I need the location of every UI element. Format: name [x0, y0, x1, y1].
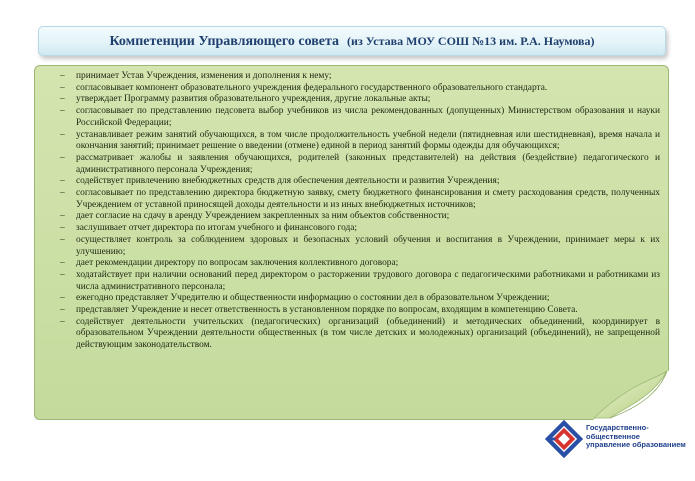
- list-item: [60, 153, 660, 176]
- list-item: [60, 293, 660, 305]
- list-item-text: дает рекомендации директору по вопросам заключения коллективного договора;: [76, 258, 399, 269]
- bullet-dash: –: [60, 316, 65, 327]
- list-item: [60, 94, 660, 106]
- list-item: [60, 188, 660, 211]
- bullet-dash: –: [60, 211, 65, 222]
- logo-caption-line-1: Государственно-общественное: [586, 423, 649, 441]
- list-item-text: ежегодно представляет Учредителю и общественности информацию о состоянии дел в образовательном Учреждении;: [76, 293, 550, 304]
- bullet-dash: –: [60, 188, 65, 199]
- bullet-dash: –: [60, 223, 65, 234]
- bullet-dash: –: [60, 129, 65, 140]
- list-item-text: утверждает Программу развития образовательного учреждения, другие локальные акты;: [76, 94, 431, 105]
- list-item: [60, 305, 660, 317]
- bullet-dash: –: [60, 176, 65, 187]
- list-item: [60, 258, 660, 270]
- bullet-dash: –: [60, 71, 65, 81]
- list-item-text: осуществляет контроль за соблюдением здоровых и безопасных условий обучения и воспитания в Учреждении, принимает меры к их улучшению;: [76, 234, 660, 257]
- list-item: [60, 235, 660, 258]
- list-item-text: содействует деятельности учительских (педагогических) организаций (объединений) и методических объединений, координирует в образовательном Учреждении деятельности общественных (в том числе детских и молодежных) организаций (объединений), не запрещенной действующим законодательством.: [76, 316, 660, 351]
- logo-caption: [586, 424, 690, 450]
- list-item: [60, 317, 660, 352]
- bullet-dash: –: [60, 106, 65, 117]
- list-item-text: устанавливает режим занятий обучающихся, в том числе продолжительность учебной недели (пятидневная или шестидневная), время начала и окончания занятий; принимает решение о введении (отмене) единой в период занятий формы одежды для обучающихся;: [76, 129, 660, 152]
- list-item-text: представляет Учреждение и несет ответственность в установленном порядке по вопросам, входящим в компетенцию Совета.: [76, 305, 578, 316]
- list-item: [60, 270, 660, 293]
- list-item-text: принимает Устав Учреждения, изменения и дополнения к нему;: [76, 71, 332, 81]
- bullet-dash: –: [60, 293, 65, 304]
- list-item-text: заслушивает отчет директора по итогам учебного и финансового года;: [76, 223, 358, 234]
- bullet-dash: –: [60, 234, 65, 245]
- list-item-text: дает согласие на сдачу в аренду Учреждением закрепленных за ним объектов собственности;: [76, 211, 450, 222]
- bullet-dash: –: [60, 94, 65, 105]
- bullet-dash: –: [60, 305, 65, 316]
- list-item: [60, 211, 660, 223]
- list-item: [60, 176, 660, 188]
- state-public-administration-logo-icon: [545, 420, 583, 458]
- list-item-text: рассматривает жалобы и заявления обучающихся, родителей (законных представителей) на действия (бездействие) педагогического и административного персонала Учреждения;: [76, 152, 660, 175]
- list-item-text: содействует привлечению внебюджетных средств для обеспечения деятельности и развития Учреждения;: [76, 176, 500, 187]
- list-item: [60, 71, 660, 83]
- title-banner: [38, 26, 666, 56]
- list-item-text: согласовывает компонент образовательного учреждения федерального государственного образовательного стандарта.: [76, 82, 548, 93]
- page-title: Компетенции Управляющего совета: [109, 34, 340, 49]
- list-item-text: согласовывает по представлению педсовета выбор учебников из числа рекомендованных (допущенных) Министерством образования и науки Российской Федерации;: [76, 106, 660, 128]
- list-item: [60, 130, 660, 153]
- page-title-source-note: (из Устава МОУ СОШ №13 им. Р.А. Наумова): [347, 34, 595, 48]
- bullet-dash: –: [60, 258, 65, 269]
- list-item-text: согласовывает по представлению директора бюджетную заявку, смету бюджетного финансирования и смету расходования средств, полученных Учреждением от уставной приносящей доходы деятельности и из иных внебюджетных источников;: [76, 188, 660, 210]
- logo-caption-line-2: управление образованием: [586, 440, 686, 449]
- list-item-text: ходатайствует при наличии оснований перед директором о расторжении трудового договора с педагогическими работниками и работниками из числа административного персонала;: [76, 269, 660, 292]
- list-item: [60, 83, 660, 95]
- list-item: [60, 106, 660, 129]
- bullet-dash: –: [60, 269, 65, 280]
- bullet-dash: –: [60, 82, 65, 93]
- bullet-dash: –: [60, 152, 65, 163]
- competencies-list: [60, 71, 660, 352]
- page-curl-icon: [590, 365, 668, 419]
- list-item: [60, 223, 660, 235]
- organization-logo: [540, 418, 690, 470]
